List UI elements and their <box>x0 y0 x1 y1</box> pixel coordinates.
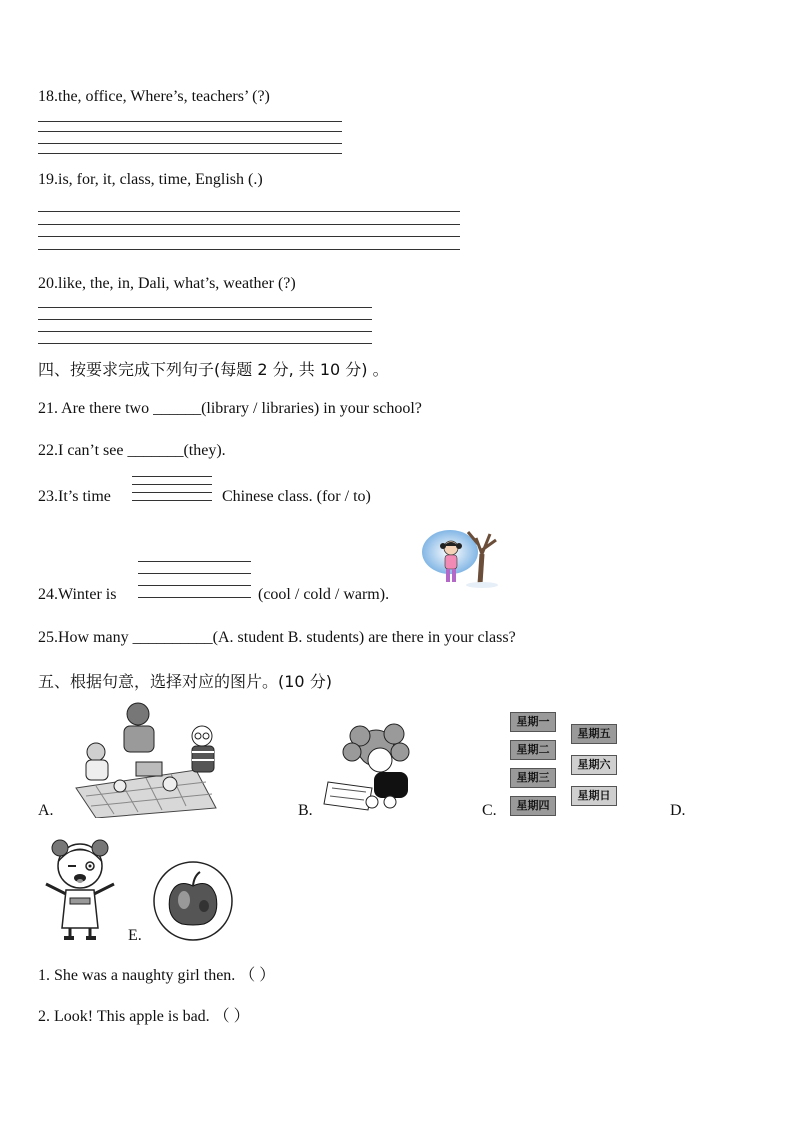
answer-line <box>138 597 251 598</box>
answer-line <box>132 476 212 477</box>
answer-line <box>38 307 372 308</box>
section-5-heading: 五、根据句意，选择对应的图片。(10 分) <box>38 672 332 691</box>
answer-line <box>38 131 342 132</box>
apple-image <box>152 860 234 942</box>
question-18: 18.the, office, Where’s, teachers’ (?) <box>38 88 270 105</box>
question-21: 21. Are there two ______(library / libraries) in your school? <box>38 400 422 417</box>
answer-line <box>138 585 251 586</box>
option-d-label: D. <box>670 802 686 819</box>
answer-line <box>38 121 342 122</box>
answer-line <box>38 211 460 212</box>
answer-line <box>38 331 372 332</box>
answer-line <box>38 319 372 320</box>
winter-girl-image <box>420 524 502 590</box>
answer-line <box>38 343 372 344</box>
question-20: 20.like, the, in, Dali, what’s, weather (?) <box>38 275 296 292</box>
question-25: 25.How many __________(A. student B. students) are there in your class? <box>38 629 516 646</box>
answer-line <box>132 500 212 501</box>
answer-line <box>38 153 342 154</box>
sentence-1: 1. She was a naughty girl then. （ ） <box>38 967 276 984</box>
weekday-badge: 星期三 <box>510 768 556 788</box>
girl-reading-image <box>322 718 432 816</box>
naughty-girl-image <box>38 832 122 942</box>
weekday-badge: 星期二 <box>510 740 556 760</box>
question-24-prefix: 24.Winter is <box>38 586 117 603</box>
question-23-suffix: Chinese class. (for / to) <box>222 488 371 505</box>
answer-line <box>38 224 460 225</box>
weekday-badge: 星期四 <box>510 796 556 816</box>
option-c-label: C. <box>482 802 497 819</box>
option-e-label: E. <box>128 927 142 944</box>
answer-line <box>132 484 212 485</box>
weekday-badge: 星期日 <box>571 786 617 806</box>
answer-line <box>138 561 251 562</box>
option-a-label: A. <box>38 802 54 819</box>
answer-line <box>38 143 342 144</box>
answer-line <box>138 573 251 574</box>
weekday-badge: 星期六 <box>571 755 617 775</box>
section-4-heading: 四、按要求完成下列句子(每题 2 分, 共 10 分) 。 <box>38 360 389 379</box>
question-22: 22.I can’t see _______(they). <box>38 442 226 459</box>
weekday-badge: 星期五 <box>571 724 617 744</box>
picnic-children-image <box>66 700 226 818</box>
question-24-suffix: (cool / cold / warm). <box>258 586 390 603</box>
weekday-badge: 星期一 <box>510 712 556 732</box>
answer-line <box>38 236 460 237</box>
question-23-prefix: 23.It’s time <box>38 488 111 505</box>
option-b-label: B. <box>298 802 313 819</box>
answer-line <box>38 249 460 250</box>
answer-line <box>132 492 212 493</box>
sentence-2: 2. Look! This apple is bad. （ ） <box>38 1008 250 1025</box>
question-19: 19.is, for, it, class, time, English (.) <box>38 171 263 188</box>
